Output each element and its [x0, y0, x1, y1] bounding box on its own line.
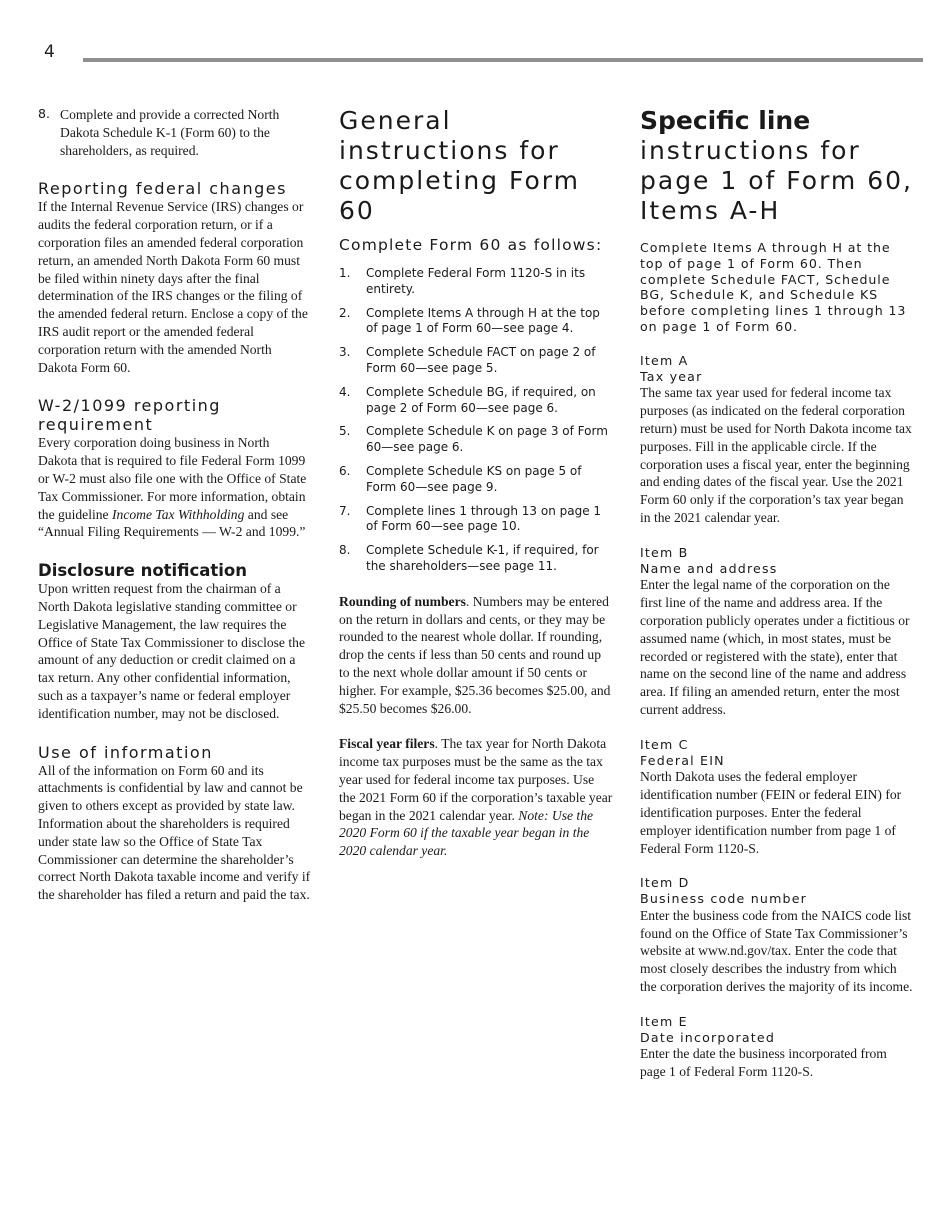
list-item: 3. Complete Schedule FACT on page 2 of Form 60—see page 5.: [339, 345, 596, 375]
list-item: 4. Complete Schedule BG, if required, on page 2 of Form 60—see page 6.: [339, 384, 596, 415]
use-heading: Use of information: [38, 742, 213, 762]
list-item: 2. Complete Items A through H at the top of page 1 of Form 60—see page 4.: [339, 305, 600, 336]
item-d-title: Business code number: [640, 891, 808, 907]
list-item: [38, 106, 312, 159]
list-item: 8. Complete Schedule K-1, if required, for the shareholders—see page 11.: [339, 543, 599, 573]
specific-intro: Complete Items A through H at the top of page 1 of Form 60. Then complete Schedule FACT, Schedule BG, Schedule K, and Schedule KS before completing lines 1 through 13 on page 1 of Form 60.: [640, 240, 907, 334]
item-a-text: The same tax year used for federal income tax purposes (as indicated on the federal corporation return) must be used for North Dakota income tax purposes. Fill in the applicable circle. If the corporation uses a fiscal year, enter the beginning and ending dates of the fiscal year. Use the 2021 Form 60 only if the corporation’s tax year began in the 2021 calendar year.: [640, 385, 912, 525]
complete-subheading: Complete Form 60 as follows:: [339, 236, 603, 254]
w2-text: Every corporation doing business in North Dakota that is required to file Federal Form 1099 or W-2 must also file one with the Office of State Tax Commissioner. For more information, obtain the guideline Income Tax Withholding and see “Annual Filing Requirements — W-2 and 1099.”: [38, 435, 307, 540]
item-c-label: Item C: [640, 736, 689, 752]
item-text: Complete and provide a corrected North Dakota Schedule K-1 (Form 60) to the shareholders, as required.: [60, 107, 280, 158]
disclosure-heading: Disclosure notification: [38, 561, 247, 581]
fiscal-paragraph: Fiscal year filers. The tax year for North Dakota income tax purposes must be the same as the tax year used for federal income tax purposes. Use the 2021 Form 60 if the corporation’s taxable year began in the 2021 calendar year. Note: Use the 2020 Form 60 if the taxable year began in the 2020 calendar year.: [339, 736, 613, 859]
item-a-label: Item A: [640, 352, 689, 368]
item-d-label: Item D: [640, 875, 690, 891]
item-a-title: Tax year: [640, 368, 703, 384]
list-item: 1. Complete Federal Form 1120-S in its entirety.: [339, 266, 586, 296]
item-e-text: Enter the date the business incorporated from page 1 of Federal Form 1120-S.: [640, 1046, 887, 1080]
item-e-title: Date incorporated: [640, 1029, 776, 1045]
column-1: [38, 106, 312, 904]
reporting-heading: Reporting federal changes: [38, 179, 287, 199]
specific-heading-bold: Specific line: [640, 106, 811, 135]
column-2: [339, 106, 614, 860]
item-number: 8.: [38, 106, 50, 121]
rounding-paragraph: Rounding of numbers. Numbers may be entered on the return in dollars and cents, or they may be rounded to the nearest whole dollar. If rounding, drop the cents if less than 50 cents and round up to the next whole dollar amount if 50 cents or higher. For example, $25.36 becomes $25.00, and $25.50 becomes $26.00.: [339, 593, 611, 716]
item-b-label: Item B: [640, 544, 689, 560]
item-c-text: North Dakota uses the federal employer identification number (FEIN or federal EIN) for identification purposes. Enter the federal employer identification number from page 1 of Federal Form 1120-S.: [640, 769, 902, 856]
item-e-label: Item E: [640, 1013, 688, 1029]
item-c-title: Federal EIN: [640, 752, 725, 768]
reporting-text: If the Internal Revenue Service (IRS) changes or audits the federal corporation return, or if a corporation files an amended federal corporation return, an amended North Dakota Form 60 must be filed within ninety days after the final determination of the IRS changes or the filing of the amended federal return. Enclose a copy of the IRS audit report or the amended federal corporation return with the amended North Dakota Form 60.: [38, 199, 308, 375]
item-b-title: Name and address: [640, 560, 778, 576]
general-heading: General instructions for completing Form 60: [339, 106, 580, 225]
list-item: 6. Complete Schedule KS on page 5 of Form 60—see page 9.: [339, 463, 582, 494]
use-text: All of the information on Form 60 and its attachments is confidential by law and cannot be given to others except as provided by state law. Information about the shareholders is required under state law so the Office of State Tax Commissioner can determine the shareholder’s correct North Dakota taxable income and verify if the shareholder has filed a return and paid the tax.: [38, 762, 311, 903]
list-item: 5. Complete Schedule K on page 3 of Form 60—see page 6.: [339, 424, 608, 455]
w2-heading: W-2/1099 reporting requirement: [38, 396, 221, 435]
disclosure-text: Upon written request from the chairman of a North Dakota legislative standing committee or Legislative Management, the law requires the Office of State Tax Commissioner to disclose the amount of any deduction or credit claimed on a tax return. Any other confidential information, such as a taxpayer’s name or federal employer identification number, may not be disclosed.: [38, 581, 305, 721]
column-3: [640, 106, 915, 1081]
item-b-text: Enter the legal name of the corporation on the first line of the name and address area. If the corporation publicly operates under a fictitious or assumed name (which, in most states, must be recorded or registered with the state), enter that name on the second line of the name and address area. If filing an amended return, enter the most current address.: [640, 577, 910, 717]
page-number: 4: [44, 42, 55, 62]
specific-heading-rest: instructions for page 1 of Form 60, Items A-H: [640, 136, 913, 225]
list-item: 7. Complete lines 1 through 13 on page 1 of Form 60—see page 10.: [339, 503, 602, 534]
header-rule: [83, 58, 923, 62]
item-d-text: Enter the business code from the NAICS code list found on the Office of State Tax Commissioner’s website at www.nd.gov/tax. Enter the code that most closely describes the industry from which the corporation derives the majority of its income.: [640, 907, 913, 995]
steps-list: [339, 266, 614, 575]
